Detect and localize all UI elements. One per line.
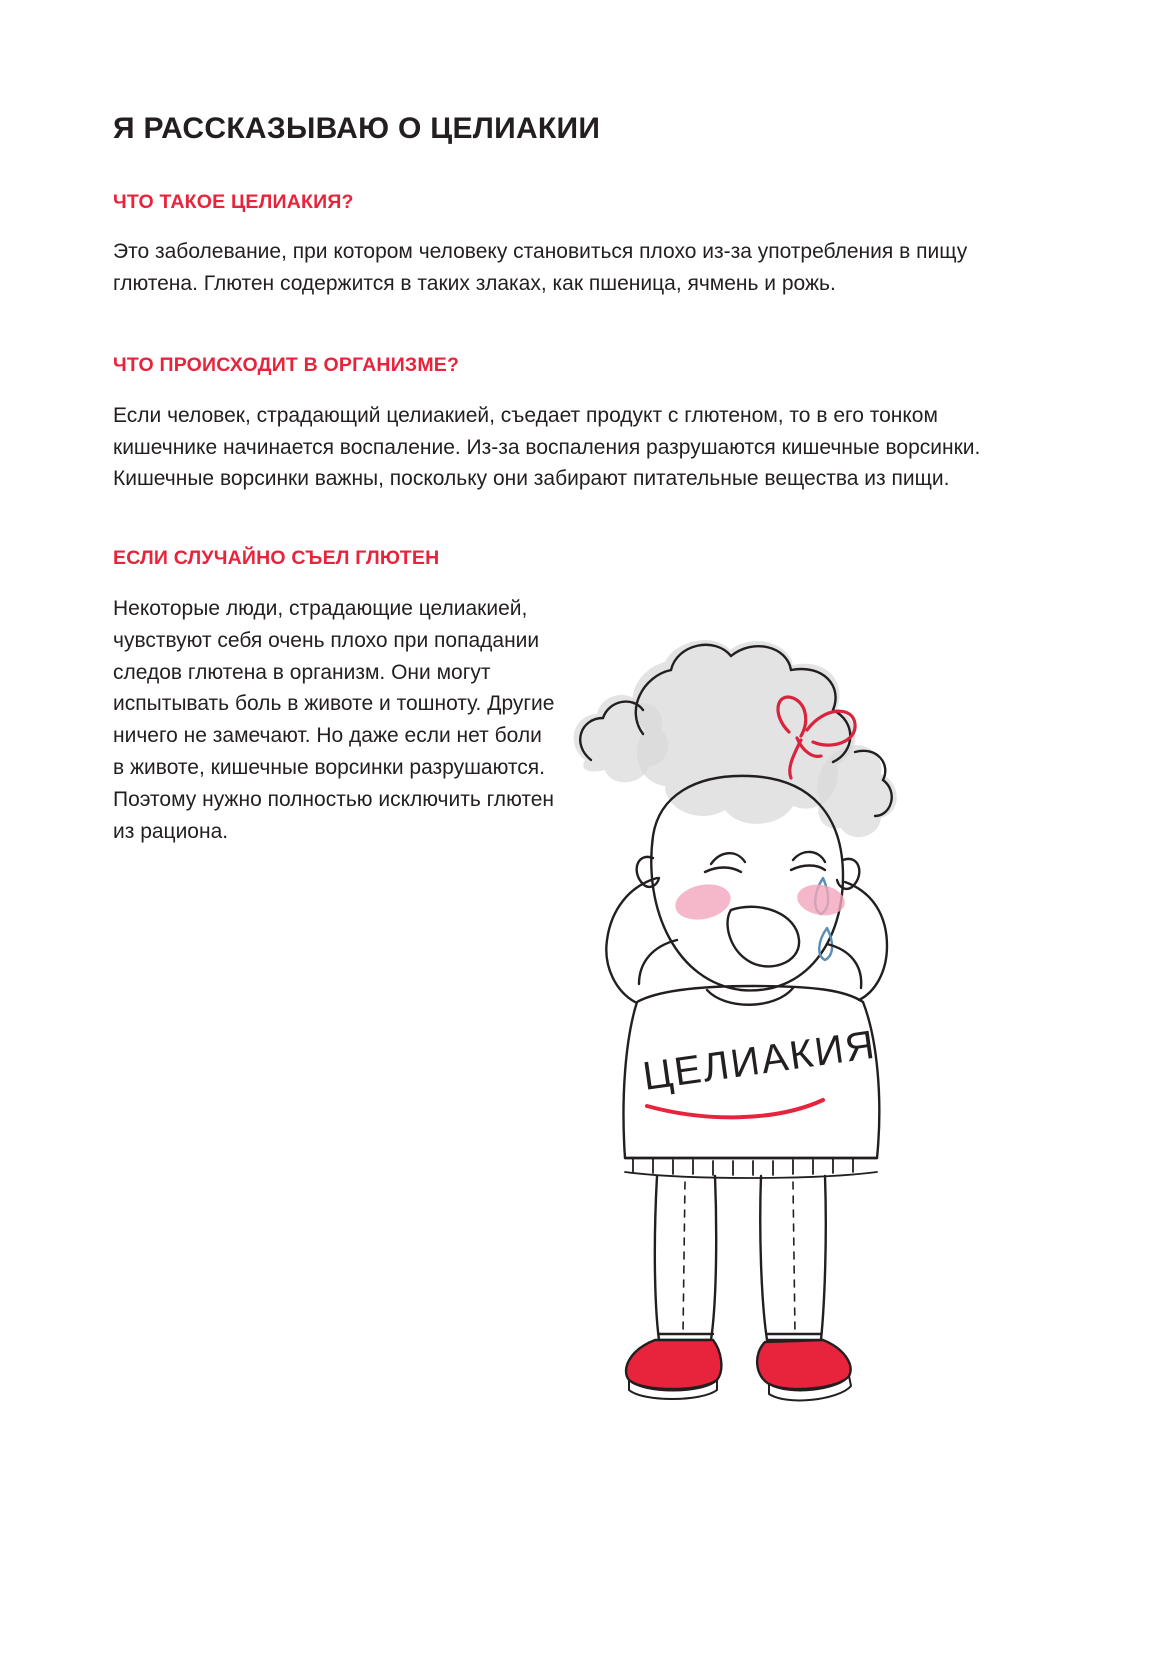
section-heading-what-is-celiac: ЧТО ТАКОЕ ЦЕЛИАКИЯ? — [113, 191, 354, 213]
section-body-accidental-gluten: Некоторые люди, страдающие целиакией, чувствуют себя очень плохо при попадании следов глютена в организм. Они могут испытывать боль в животе и тошноту. Другие ничего не замечают. Но даже если нет боли в животе, кишечные ворсинки разрушаются. Поэтому нужно полностью исключить глютен из рациона. — [113, 596, 555, 844]
section-body-what-is-celiac: Это заболевание, при котором человеку становиться плохо из-за употребления в пищу глютена. Глютен содержится в таких злаках, как пшеница, ячмень и рожь. — [113, 240, 968, 296]
illustration-crying-girl — [525, 610, 955, 1410]
shirt-text: ЦЕЛИАКИЯ — [640, 1022, 879, 1099]
section-what-is-celiac — [113, 191, 993, 300]
section-heading-what-happens-in-body: ЧТО ПРОИСХОДИТ В ОРГАНИЗМЕ? — [113, 354, 460, 377]
section-body-what-happens-in-body: Если человек, страдающий целиакией, съедает продукт с глютеном, то в его тонком кишечнике начинается воспаление. Из-за воспаления разрушаются кишечные ворсинки. Кишечные ворсинки важны, поскольку они забирают питательные вещества из пищи. — [113, 403, 981, 491]
mouth — [728, 907, 800, 967]
section-what-happens-in-body — [113, 354, 993, 495]
cheek-blush — [672, 880, 847, 925]
shoes — [626, 1340, 851, 1400]
section-heading-accidental-gluten: ЕСЛИ СЛУЧАЙНО СЪЕЛ ГЛЮТЕН — [113, 547, 440, 570]
page-title: Я РАССКАЗЫВАЮ О ЦЕЛИАКИИ — [113, 112, 601, 145]
